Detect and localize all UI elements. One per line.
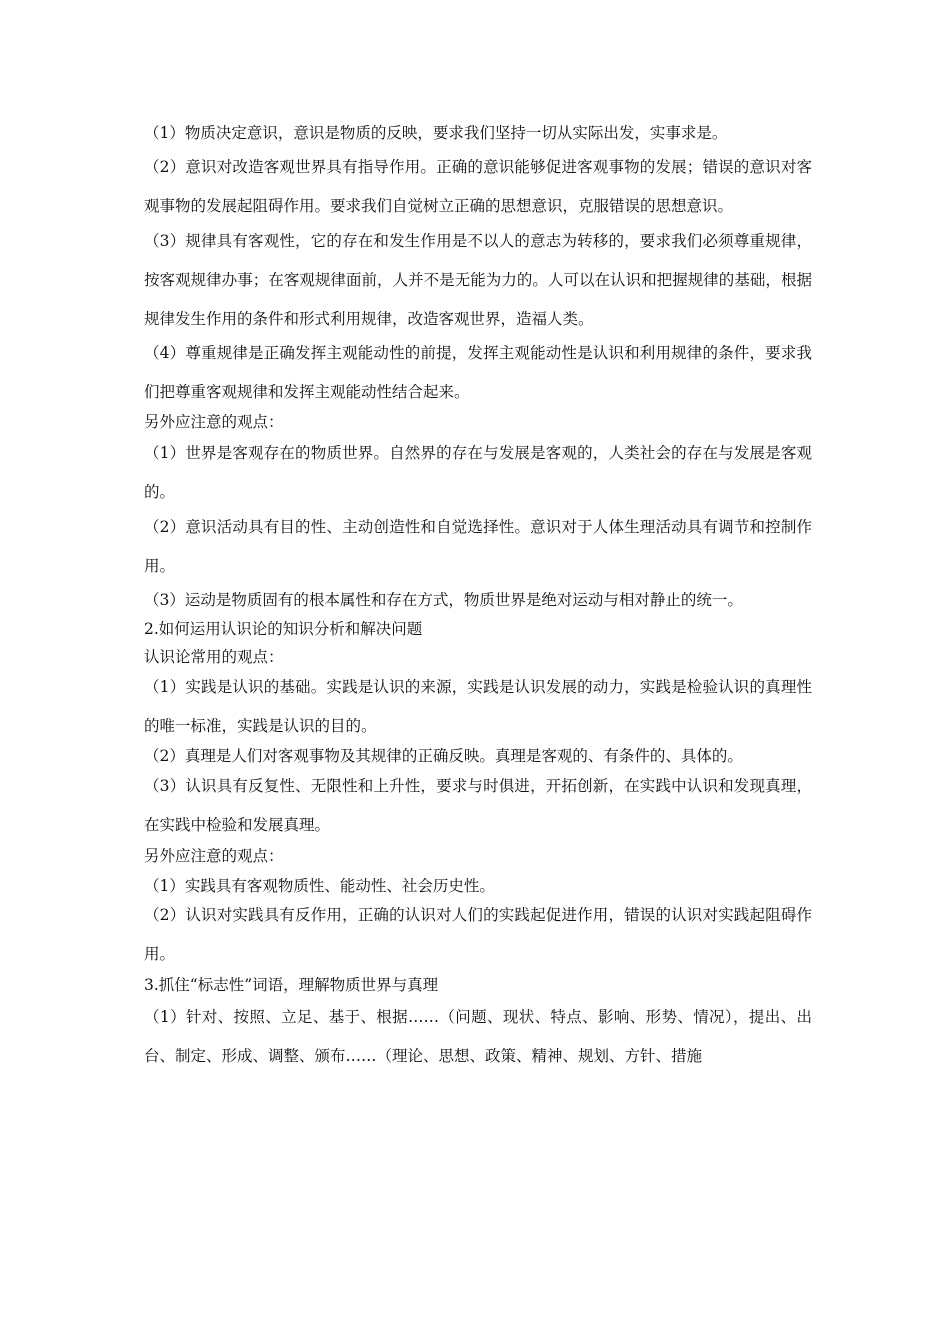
paragraph-3: （3）规律具有客观性，它的存在和发生作用是不以人的意志为转移的，要求我们必须尊重规律，按客观规律办事；在客观规律面前，人并不是无能为力的。人可以在认识和把握规律的基础，根据规律发生作用的条件和形式利用规律，改造客观世界，造福人类。 xyxy=(144,231,812,328)
paragraph-9: 认识论常用的观点： xyxy=(144,648,284,666)
section-heading-2: 2.如何运用认识论的知识分析和解决问题 xyxy=(144,619,423,638)
paragraph-1: （1）物质决定意识，意识是物质的反映，要求我们坚持一切从实际出发，实事求是。 xyxy=(144,124,728,142)
paragraph-15: （2）认识对实践具有反作用，正确的认识对人们的实践起促进作用，错误的认识对实践起阻碍作用。 xyxy=(144,906,812,963)
paragraph-10: （1）实践是认识的基础。实践是认识的来源，实践是认识发展的动力，实践是检验认识的真理性的唯一标准，实践是认识的目的。 xyxy=(144,677,812,735)
paragraph-16: （1）针对、按照、立足、基于、根据……（问题、现状、特点、影响、形势、情况），提出、出台、制定、形成、调整、颁布……（理论、思想、政策、精神、规划、方针、措施 xyxy=(144,1007,812,1065)
paragraph-8: （3）运动是物质固有的根本属性和存在方式，物质世界是绝对运动与相对静止的统一。 xyxy=(144,591,743,609)
document-body xyxy=(144,119,812,1076)
paragraph-5: 另外应注意的观点： xyxy=(144,412,284,431)
paragraph-14: （1）实践具有客观物质性、能动性、社会历史性。 xyxy=(144,876,495,895)
paragraph-7: （2）意识活动具有目的性、主动创造性和自觉选择性。意识对于人体生理活动具有调节和控制作用。 xyxy=(144,518,812,575)
paragraph-13: 另外应注意的观点： xyxy=(144,847,284,865)
paragraph-11: （2）真理是人们对客观事物及其规律的正确反映。真理是客观的、有条件的、具体的。 xyxy=(144,746,743,765)
paragraph-2: （2）意识对改造客观世界具有指导作用。正确的意识能够促进客观事物的发展；错误的意识对客观事物的发展起阻碍作用。要求我们自觉树立正确的思想意识，克服错误的思想意识。 xyxy=(144,157,812,215)
paragraph-6: （1）世界是客观存在的物质世界。自然界的存在与发展是客观的，人类社会的存在与发展是客观的。 xyxy=(144,444,812,501)
paragraph-12: （3）认识具有反复性、无限性和上升性，要求与时俱进，开拓创新，在实践中认识和发现真理，在实践中检验和发展真理。 xyxy=(144,777,812,834)
section-heading-3: 3.抓住“标志性”词语，理解物质世界与真理 xyxy=(144,976,439,994)
paragraph-4: （4）尊重规律是正确发挥主观能动性的前提，发挥主观能动性是认识和利用规律的条件，要求我们把尊重客观规律和发挥主观能动性结合起来。 xyxy=(144,343,812,401)
